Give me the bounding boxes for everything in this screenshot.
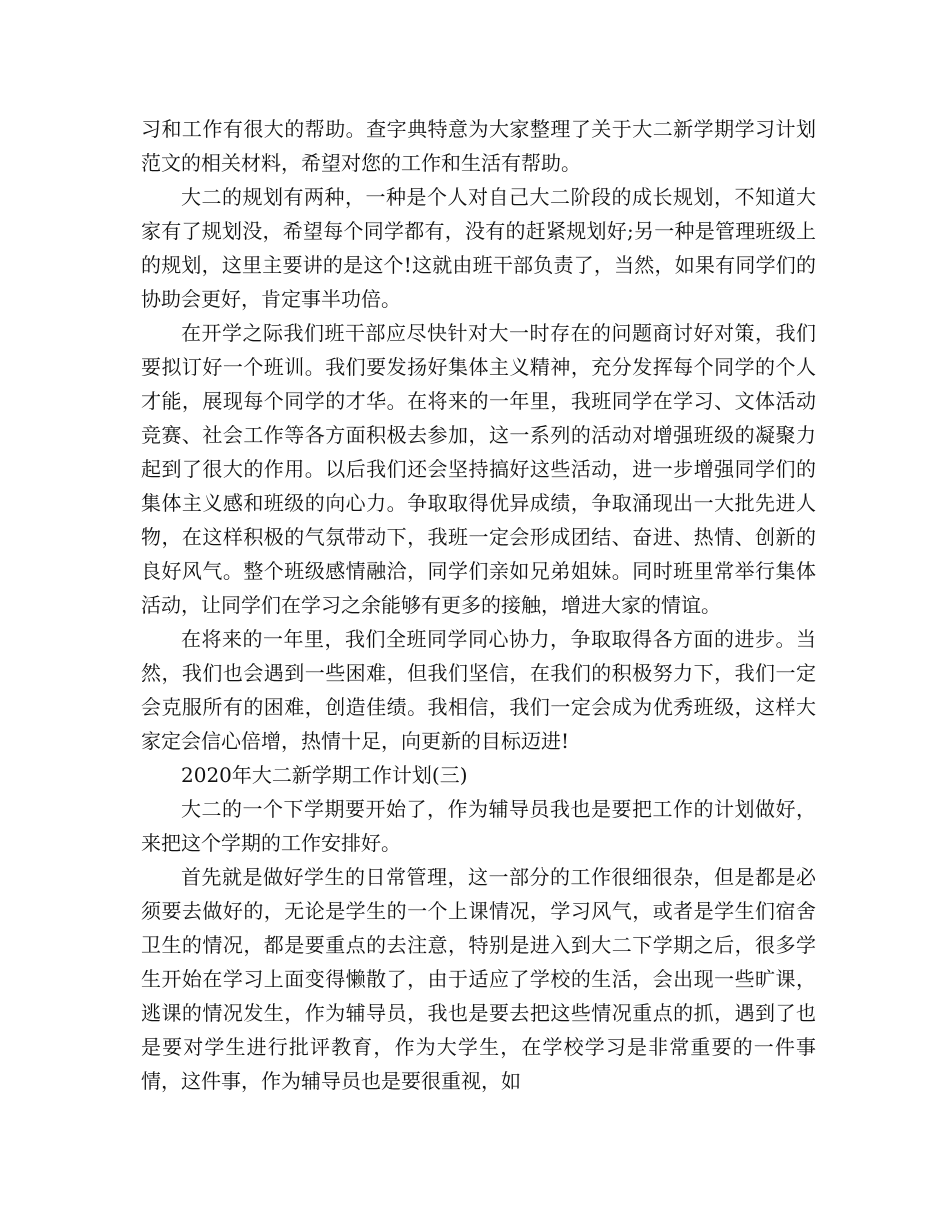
paragraph-continuation: 习和工作有很大的帮助。查字典特意为大家整理了关于大二新学期学习计划范文的相关材料，希望对您的工作和生活有帮助。 [141, 117, 816, 175]
section-heading: 2020年大二新学期工作计划(三) [181, 763, 468, 787]
paragraph-daily-management: 首先就是做好学生的日常管理，这一部分的工作很细很杂，但是都是必须要去做好的，无论是学生的一个上课情况，学习风气，或者是学生们宿舍卫生的情况，都是要重点的去注意，特别是进入到大二下学期之后，很多学生开始在学习上面变得懒散了，由于适应了学校的生活，会出现一些旷课，逃课的情况发生，作为辅导员，我也是要去把这些情况重点的抓，遇到了也是要对学生进行批评教育，作为大学生，在学校学习是非常重要的一件事情，这件事，作为辅导员也是要很重视，如 [141, 865, 816, 1093]
paragraph-class-motto: 在开学之际我们班干部应尽快针对大一时存在的问题商讨好对策，我们要拟订好一个班训。我们要发扬好集体主义精神，充分发挥每个同学的个人才能，展现每个同学的才华。在将来的一年里，我班同学在学习、文体活动竞赛、社会工作等各方面积极去参加，这一系列的活动对增强班级的凝聚力起到了很大的作用。以后我们还会坚持搞好这些活动，进一步增强同学们的集体主义感和班级的向心力。争取取得优异成绩，争取涌现出一大批先进人物，在这样积极的气氛带动下，我班一定会形成团结、奋进、热情、创新的良好风气。整个班级感情融洽，同学们亲如兄弟姐妹。同时班里常举行集体活动，让同学们在学习之余能够有更多的接触，增进大家的情谊。 [141, 321, 816, 617]
paragraph-planning-types: 大二的规划有两种，一种是个人对自己大二阶段的成长规划，不知道大家有了规划没，希望每个同学都有，没有的赶紧规划好;另一种是管理班级上的规划，这里主要讲的是这个!这就由班干部负责了，当然，如果有同学们的协助会更好，肯定事半功倍。 [141, 185, 816, 311]
paragraph-counselor-intro: 大二的一个下学期要开始了，作为辅导员我也是要把工作的计划做好，来把这个学期的工作安排好。 [141, 797, 816, 855]
paragraph-class-goals: 在将来的一年里，我们全班同学同心协力，争取取得各方面的进步。当然，我们也会遇到一些困难，但我们坚信，在我们的积极努力下，我们一定会克服所有的困难，创造佳绩。我相信，我们一定会成为优秀班级，这样大家定会信心倍增，热情十足，向更新的目标迈进! [141, 627, 816, 753]
